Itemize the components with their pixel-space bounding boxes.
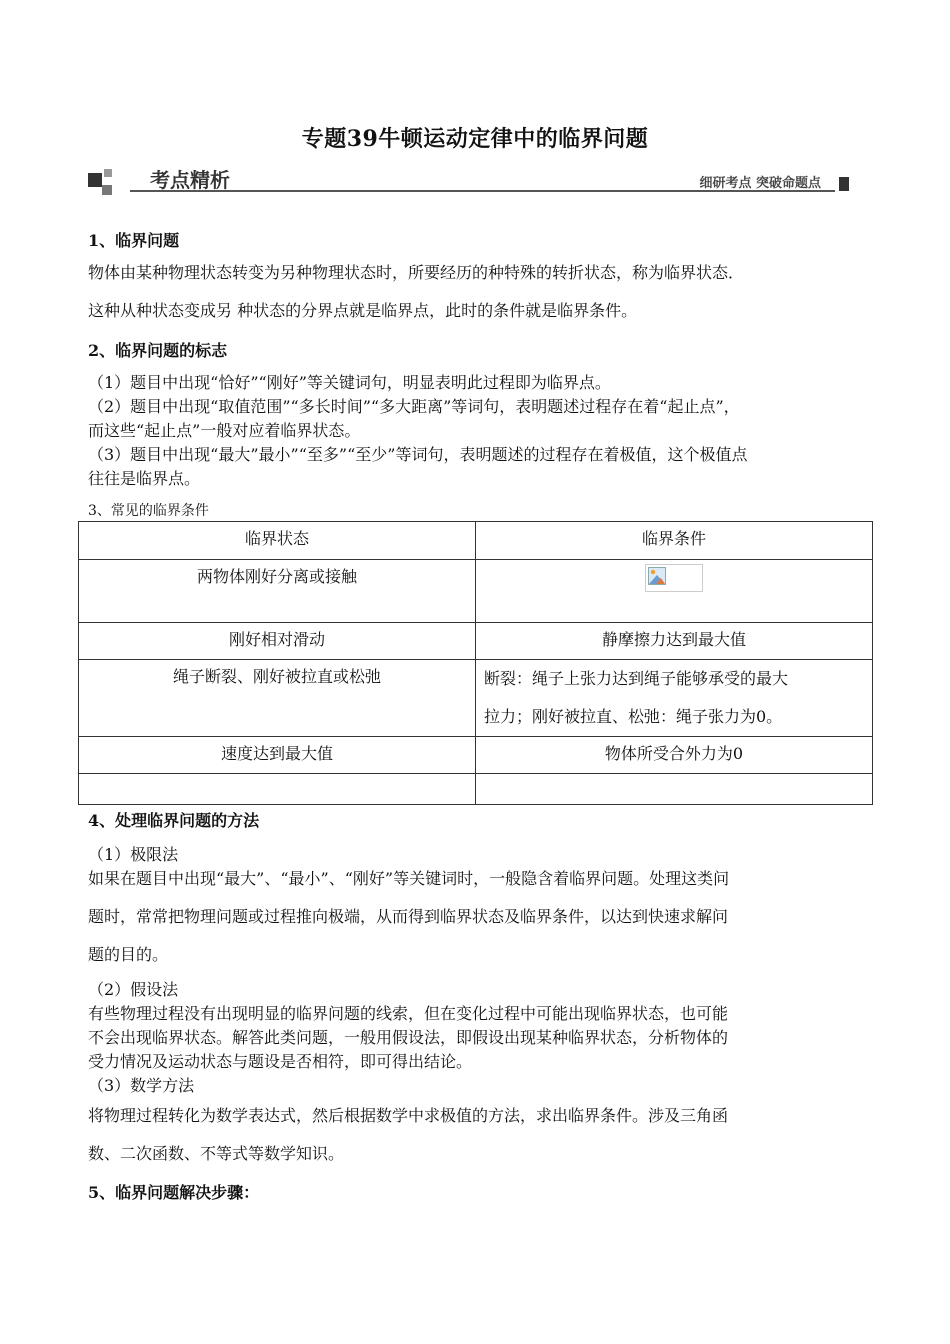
text-line: 往往是临界点。	[88, 469, 201, 488]
table-row	[79, 660, 873, 737]
text-line: 将物理过程转化为数学表达式，然后根据数学中求极值的方法，求出临界条件。涉及三角函	[88, 1106, 729, 1125]
text-line: 有些物理过程没有出现明显的临界问题的线索，但在变化过程中可能出现临界状态，也可能	[88, 1004, 729, 1023]
banner-label: 考点精析	[150, 168, 230, 192]
text-line: （2）题目中出现“取值范围”“多长时间”“多大距离”等词句，表明题述过程存在着“起止点”，	[88, 397, 740, 416]
paragraph	[88, 1097, 868, 1173]
banner-tag: 细研考点 突破命题点	[699, 176, 821, 191]
text-line: （3）题目中出现“最大”最小”“至多”“至少”等词句，表明题述的过程存在着极值，这个极值点	[88, 445, 748, 464]
paragraph	[88, 860, 868, 974]
table-cell	[476, 660, 873, 737]
text-line: 受力情况及运动状态与题设是否相符，即可得出结论。	[88, 1052, 473, 1071]
method-title: （2）假设法	[88, 980, 179, 999]
table-cell	[476, 560, 873, 623]
table-row	[79, 737, 873, 774]
table-cell	[476, 774, 873, 805]
banner-square-icon	[88, 173, 102, 187]
critical-conditions-table	[78, 521, 873, 805]
text-line: 题时，常常把物理问题或过程推向极端，从而得到临界状态及临界条件，以达到快速求解问	[88, 907, 729, 926]
table-cell	[79, 774, 476, 805]
table-cell: 物体所受合外力为0	[476, 737, 873, 774]
table-header-cell: 临界状态	[79, 522, 476, 560]
method-title: （3）数学方法	[88, 1076, 195, 1095]
text-line: 题的目的。	[88, 945, 169, 964]
method-title: （1）极限法	[88, 845, 179, 864]
text-line: （1）题目中出现“恰好”“刚好”等关键词句，明显表明此过程即为临界点。	[88, 373, 611, 392]
table-cell: 绳子断裂、刚好被拉直或松弛	[79, 660, 476, 737]
text-line: 不会出现临界状态。解答此类问题，一般用假设法，即假设出现某种临界状态，分析物体的	[88, 1028, 729, 1047]
banner-square-icon	[104, 169, 112, 177]
text-line: 如果在题目中出现“最大”、“最小”、“刚好”等关键词时，一般隐含着临界问题。处理这类问	[88, 869, 730, 888]
page-title: 专题39牛顿运动定律中的临界问题	[301, 126, 649, 152]
banner-end-square-icon	[839, 177, 849, 191]
paragraph	[88, 978, 868, 1098]
section-heading: 4、处理临界问题的方法	[88, 811, 260, 830]
image-placeholder-icon	[648, 567, 666, 585]
text-line: 物体由某种物理状态转变为另种物理状态时，所要经历的种特殊的转折状态，称为临界状态．	[88, 263, 745, 282]
table-row	[79, 623, 873, 660]
banner-square-icon	[102, 185, 112, 195]
table-header-row	[79, 522, 873, 560]
text-line: 而这些“起止点”一般对应着临界状态。	[88, 421, 361, 440]
text-line: 断裂：绳子上张力达到绳子能够承受的最大	[484, 669, 789, 688]
text-line: 数、二次函数、不等式等数学知识。	[88, 1144, 345, 1163]
table-row	[79, 560, 873, 623]
text-line: 拉力；刚好被拉直、松弛：绳子张力为0。	[484, 707, 783, 726]
table-cell: 静摩擦力达到最大值	[476, 623, 873, 660]
table-row	[79, 774, 873, 805]
section-heading: 3、常见的临界条件	[88, 503, 209, 519]
table-cell: 两物体刚好分离或接触	[79, 560, 476, 623]
paragraph	[88, 371, 868, 491]
paragraph	[88, 254, 868, 330]
table-cell: 刚好相对滑动	[79, 623, 476, 660]
section-heading: 1、临界问题	[88, 231, 180, 250]
table-cell: 速度达到最大值	[79, 737, 476, 774]
table-header-cell: 临界条件	[476, 522, 873, 560]
section-heading: 2、临界问题的标志	[88, 341, 228, 360]
broken-image-icon	[645, 564, 703, 592]
section-heading: 5、临界问题解决步骤：	[88, 1183, 260, 1202]
text-line: 这种从种状态变成另 种状态的分界点就是临界点，此时的条件就是临界条件。	[88, 301, 638, 320]
section-banner	[88, 163, 853, 199]
